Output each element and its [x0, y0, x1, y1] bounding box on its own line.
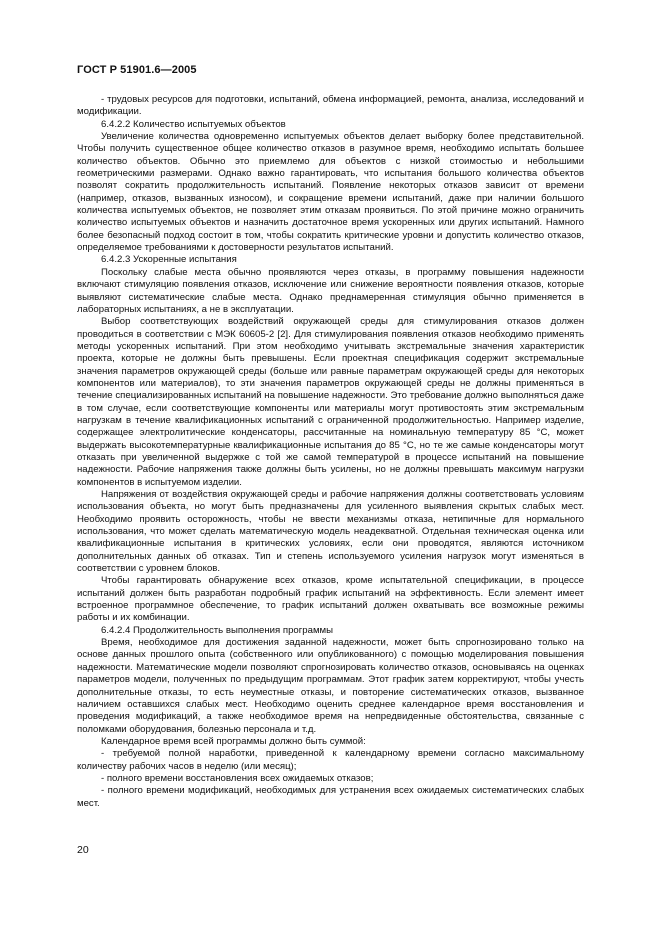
document-header: ГОСТ Р 51901.6—2005	[77, 64, 197, 76]
paragraph: Чтобы гарантировать обнаружение всех отказов, кроме испытательной спецификации, в процессе испытаний должен быть разработан подробный график испытаний на эффективность. Если элемент имеет встроенное программное обеспечение, то график испытаний должен охватывать все возможные режимы работы и их комбинации.	[77, 575, 584, 624]
list-item: - трудовых ресурсов для подготовки, испытаний, обмена информацией, ремонта, анализа, исследований и модификации.	[77, 94, 584, 118]
paragraph: Выбор соответствующих воздействий окружающей среды для стимулирования отказов должен проводиться в соответствии с МЭК 60605-2 [2]. Для стимулирования появления отказов необходимо применять методы ускоренных испытаний. При этом необходимо учитывать экстремальные значения характеристик проекта, которые не должны быть превышены. Если проектная спецификация содержит экстремальные значения параметров окружающей среды (больше или равные параметрам окружающей среды для некоторых компонентов или материалов), то эти значения параметров окружающей среды не должны применяться в течение специализированных испытаний на повышение надежности. Это требование должно выполняться даже в том случае, если соответствующие компоненты или материалы могут противостоять этим экстремальным нагрузкам в течение квалификационных испытаний с ограниченной продолжительностью. Например изделие, содержащее электролитические конденсаторы, рассчитанные на номинальную температуру 85 °С, может выдержать высокотемпературные квалификационные испытания до 85 °С, но те же самые конденсаторы могут отказать при увеличенной выдержке с той же самой температурой в процессе испытаний на повышение надежности. Рабочие напряжения также должны быть усилены, но не должны превышать максимум нагрузки компонентов в испытуемом изделии.	[77, 316, 584, 488]
paragraph: Поскольку слабые места обычно проявляются через отказы, в программу повышения надежности включают стимуляцию появления отказов, исключение или снижение вероятности появления отказов, которые выявляют систематические слабые места. Однако преднамеренная стимуляция обычно применяется в лабораторных испытаниях, а не в эксплуатации.	[77, 266, 584, 315]
list-item: - полного времени модификаций, необходимых для устранения всех ожидаемых систематических слабых мест.	[77, 785, 584, 809]
list-item: - полного времени восстановления всех ожидаемых отказов;	[101, 772, 374, 784]
page-number: 20	[77, 844, 89, 856]
list-item: - требуемой полной наработки, приведенной к календарному времени согласно максимальному количеству рабочих часов в неделю (или месяц);	[77, 748, 584, 772]
paragraph: Календарное время всей программы должно быть суммой:	[101, 735, 366, 747]
paragraph: Увеличение количества одновременно испытуемых объектов делает выборку более представительной. Чтобы получить существенное общее количество отказов в разумное время, необходимо испытать большее количество объектов. Обычно это приемлемо для объектов с низкой стоимостью и небольшими геометрическими размерами. Однако важно гарантировать, что испытания большого количества объектов позволят сократить продолжительность испытаний. Появление некоторых отказов зависит от времени (например, отказов, вызванных износом), и сокращение времени испытаний, даже при наличии большого количества испытуемых объектов, не позволяет этим отказам проявиться. По этой причине можно ограничить количество испытуемых объектов и назначить достаточное время ускоренных или других испытаний. Намного более безопасный подход состоит в том, чтобы сократить критические уровни и допустить количество отказов, определяемое требованиями к достоверности результатов испытаний.	[77, 131, 584, 254]
section-heading: 6.4.2.3 Ускоренные испытания	[101, 254, 237, 266]
section-heading: 6.4.2.2 Количество испытуемых объектов	[101, 118, 286, 130]
paragraph: Напряжения от воздействия окружающей среды и рабочие напряжения должны соответствовать условиям использования объекта, но могут быть предназначены для усиленного выявления скрытых слабых мест. Необходимо проявить осторожность, чтобы не ввести механизмы отказа, нетипичные для нормального использования, что может сделать математическую модель неадекватной. Отдельная техническая оценка или квалификационные испытания в критических условиях, если они проводятся, являются источником дополнительных данных об отказах. Тип и степень используемого усиления нагрузок могут изменяться в соответствии с уровнем блоков.	[77, 489, 584, 575]
page-body	[77, 94, 584, 810]
section-heading: 6.4.2.4 Продолжительность выполнения программы	[101, 624, 334, 636]
paragraph: Время, необходимое для достижения заданной надежности, может быть спрогнозировано только на основе данных прошлого опыта (собственного или опубликованного) с помощью моделирования повышения надежности. Математические модели позволяют спрогнозировать количество отказов, основываясь на оценках параметров модели, полученных по предыдущим программам. Этот график затем корректируют, чтобы учесть дополнительные отказы, то есть неуместные отказы, и повторение систематических отказов, вызванное наличием оставшихся слабых мест. Необходимо оценить среднее календарное время восстановления и проведения модификаций, а также необходимое время на непредвиденные обстоятельства, связанные с поломками оборудования, болезнью персонала и т.д.	[77, 637, 584, 735]
